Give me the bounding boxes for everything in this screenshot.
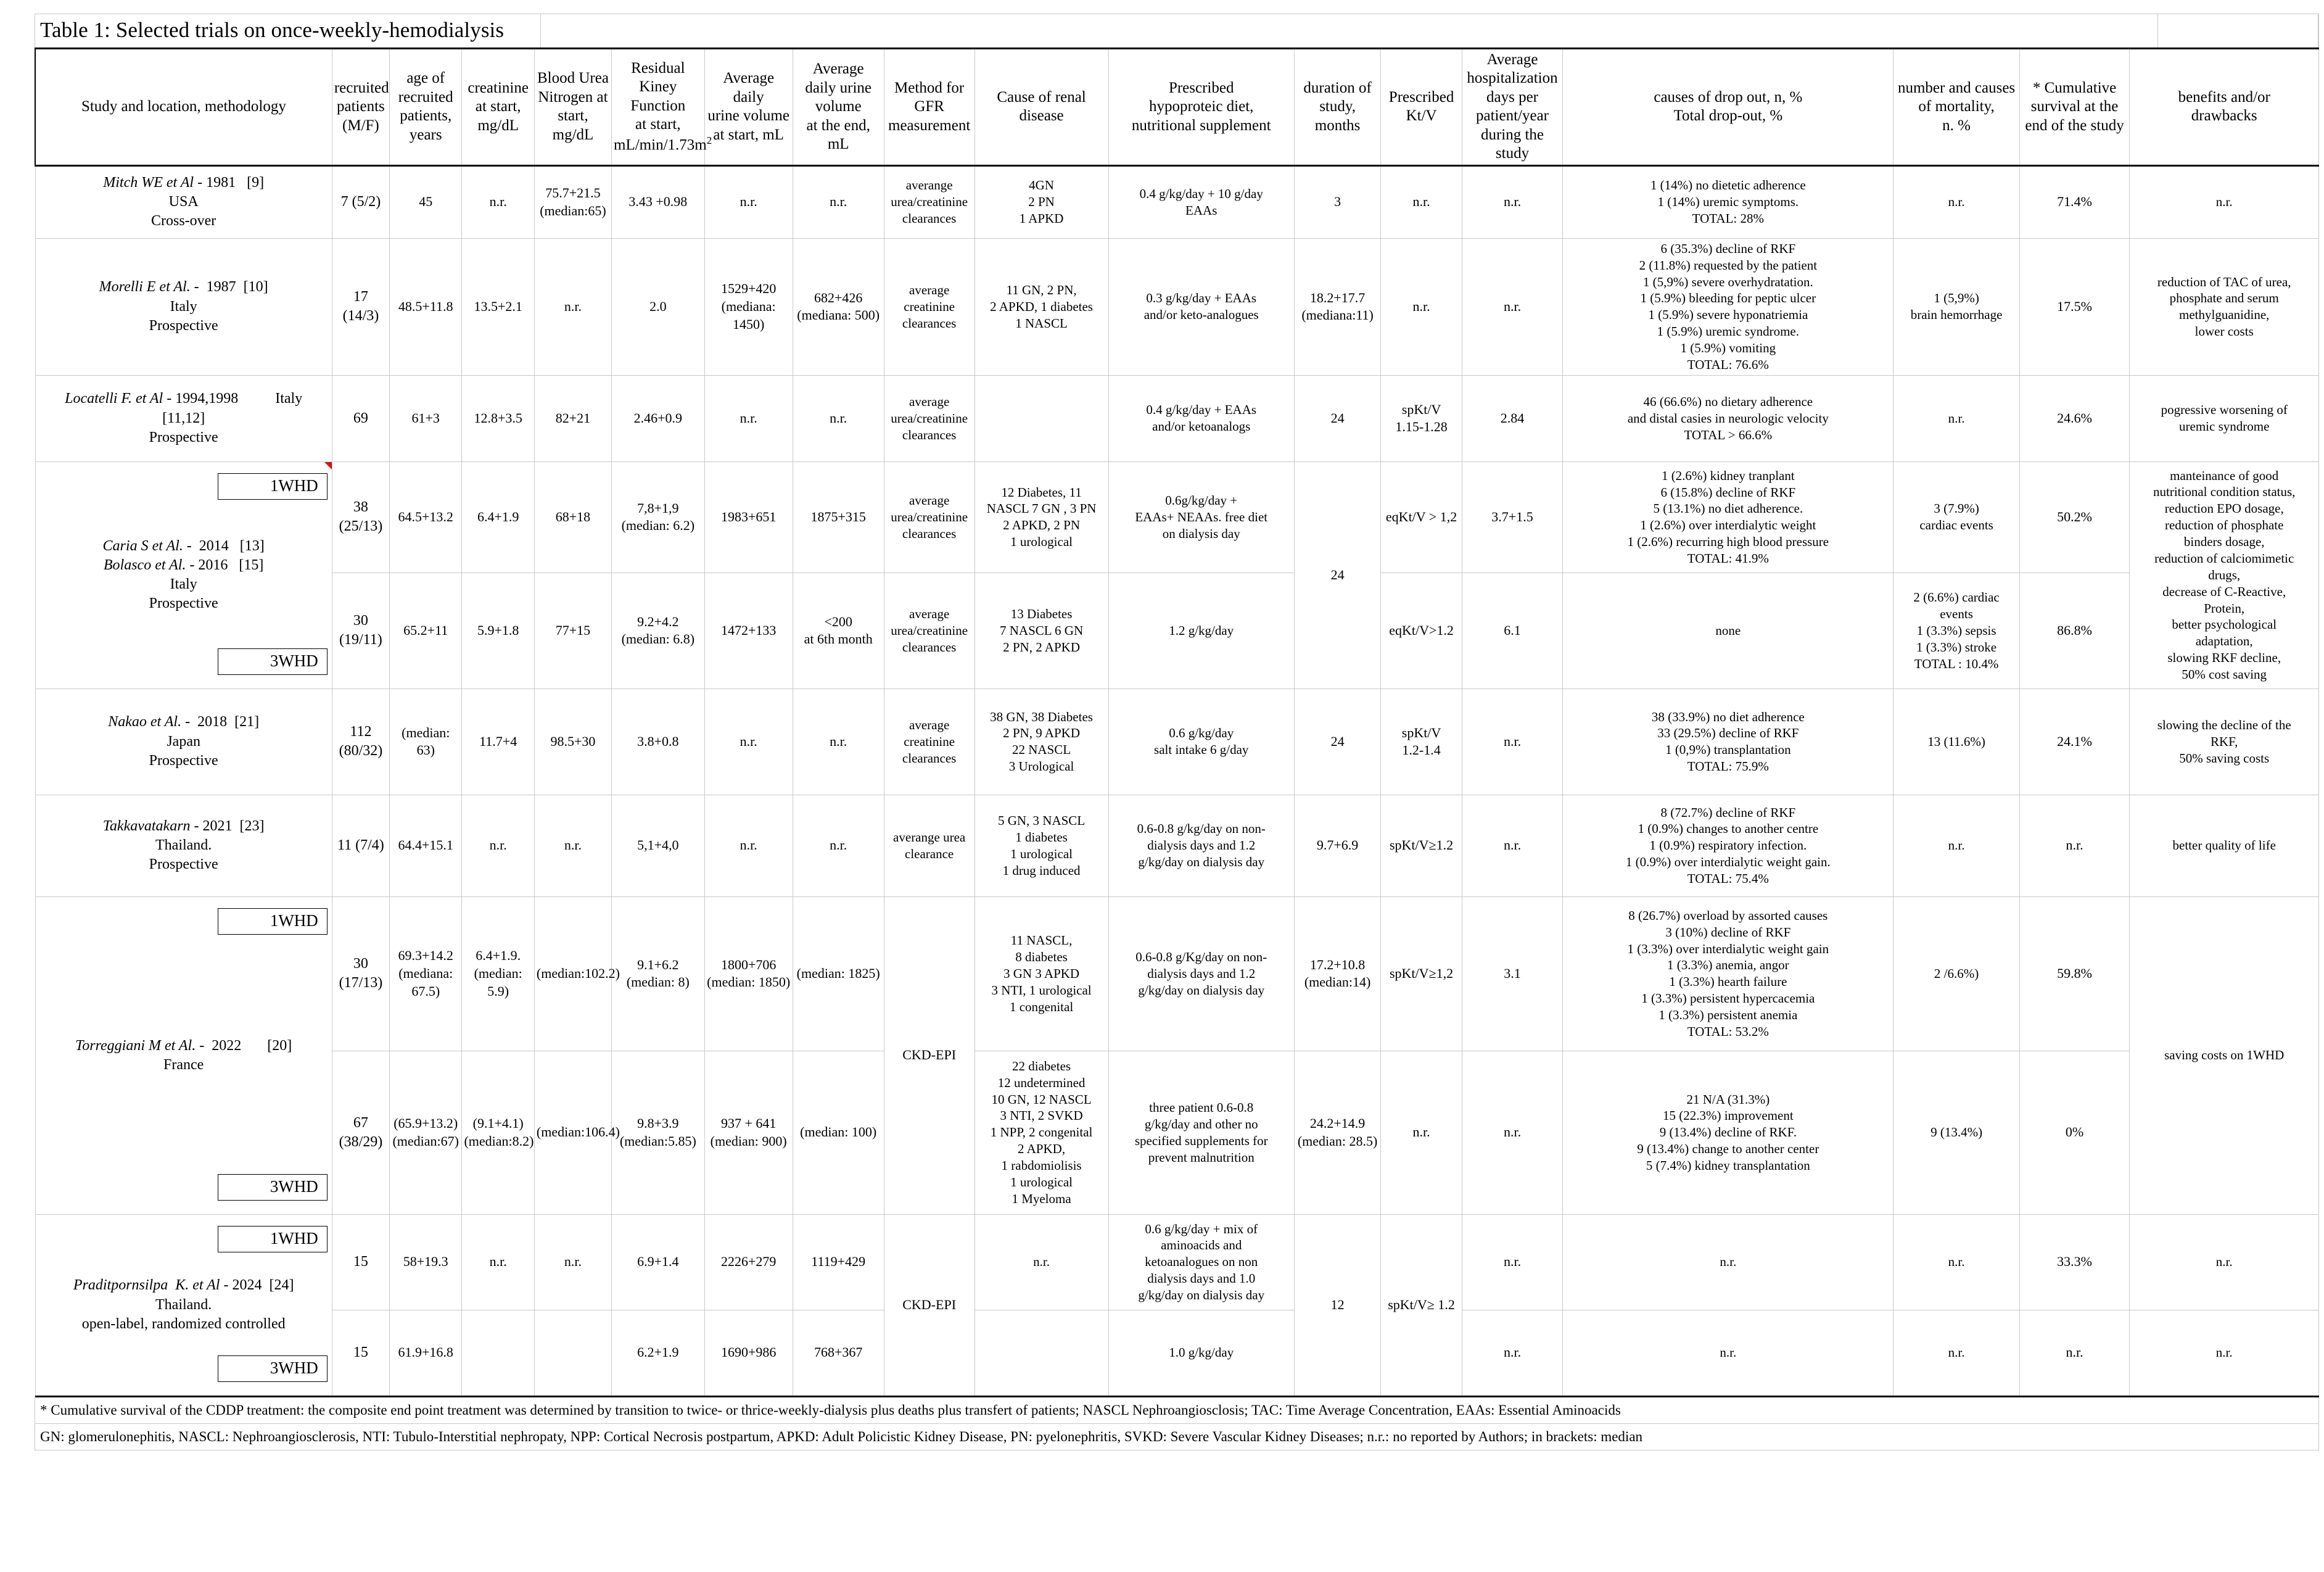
benefits-drawbacks-cell: pogressive worsening of uremic syndrome [2130,375,2319,461]
cumulative-survival-cell: 24.1% [2019,689,2130,795]
benefits-drawbacks-cell: slowing the decline of the RKF, 50% saving costs [2130,689,2319,795]
age-cell: 64.5+13.2 [390,461,462,573]
trials-table [35,48,2319,1397]
gfr-method-cell: average creatinine clearances [884,689,975,795]
duration-cell: 24.2+14.9 (median: 28.5) [1294,1051,1380,1214]
age-cell: 61.9+16.8 [390,1310,462,1396]
prescribed-diet-cell: 0.6g/kg/day + EAAs+ NEAAs. free diet on dialysis day [1108,461,1294,573]
col-header-benefits: benefits and/or drawbacks [2130,48,2319,165]
recruited-patients-cell: 15 [332,1310,389,1396]
recruited-patients-cell: 30 (17/13) [332,896,389,1051]
rkf-cell: 7,8+1,9 (median: 6.2) [612,461,705,573]
hospitalization-days-cell: n.r. [1462,1214,1562,1310]
prescribed-diet-cell: 0.6-0.8 g/kg/day on non- dialysis days and 1.2 g/kg/day on dialysis day [1108,795,1294,896]
mortality-cell: n.r. [1893,1310,2019,1396]
col-header-prescribed-ktv: Prescribed Kt/V [1381,48,1462,165]
footnote-2: GN: glomerulonephitis, NASCL: Nephroangiosclerosis, NTI: Tubulo-Interstitial nephropaty, NPP: Cortical Necrosis postpartum, APKD: Adult Policistic Kidney Disease, PN: pyelonephritis, SVKD: Severe Vascular Kidney Diseases; n.r.: no reported by Authors; in brackets: median [35,1423,2319,1450]
table-row [35,896,2319,1051]
table-row [35,1310,2319,1396]
dropout-causes-cell: none [1563,573,1893,689]
recruited-patients-cell: 112 (80/32) [332,689,389,795]
urine-volume-end-cell: 1875+315 [793,461,884,573]
cumulative-survival-cell: 0% [2019,1051,2130,1214]
table-caption: Table 1: Selected trials on once-weekly-hemodialysis [35,14,541,48]
cumulative-survival-cell: 33.3% [2019,1214,2130,1310]
urine-volume-start-cell: 1800+706 (median: 1850) [704,896,793,1051]
whd-badge-3whd: 3WHD [218,1355,328,1382]
study-and-location-cell: Torreggiani M et Al. - 2022 [20] France 1WHD 3WHD [35,896,332,1214]
cumulative-survival-cell: n.r. [2019,795,2130,896]
duration-cell: 9.7+6.9 [1294,795,1380,896]
dropout-causes-cell: 8 (26.7%) overload by assorted causes 3 (10%) decline of RKF 1 (3.3%) over interdialytic weight gain 1 (3.3%) anemia, angor 1 (3.3%) hearth failure 1 (3.3%) persistent hypercacemia 1 (3.3%) persistent anemia TOTAL: 53.2% [1563,896,1893,1051]
recruited-patients-cell: 15 [332,1214,389,1310]
col-header-prescribed-diet: Prescribed hypoproteic diet, nutritional supplement [1108,48,1294,165]
urine-volume-start-cell: 1690+986 [704,1310,793,1396]
rkf-cell: 6.2+1.9 [612,1310,705,1396]
recruited-patients-cell: 7 (5/2) [332,165,389,238]
benefits-drawbacks-cell: n.r. [2130,165,2319,238]
urine-volume-end-cell: 682+426 (mediana: 500) [793,238,884,375]
creatinine-cell: 5.9+1.8 [462,573,534,689]
cumulative-survival-cell: n.r. [2019,1310,2130,1396]
prescribed-diet-cell: three patient 0.6-0.8 g/kg/day and other no specified supplements for prevent malnutrition [1108,1051,1294,1214]
age-cell: 64.4+15.1 [390,795,462,896]
prescribed-ktv-cell: spKt/V≥1.2 [1381,795,1462,896]
table-body [35,165,2319,1396]
cumulative-survival-cell: 24.6% [2019,375,2130,461]
table-row [35,375,2319,461]
dropout-causes-cell: 6 (35.3%) decline of RKF 2 (11.8%) requested by the patient 1 (5,9%) severe overhydratation. 1 (5.9%) bleeding for peptic ulcer 1 (5.9%) severe hyponatriemia 1 (5.9%) uremic syndrome. 1 (5.9%) vomiting TOTAL: 76.6% [1563,238,1893,375]
urine-volume-start-cell: 1529+420 (mediana: 1450) [704,238,793,375]
bun-cell: (median:106.4) [534,1051,611,1214]
duration-cell: 24 [1294,689,1380,795]
mortality-cell: 3 (7.9%) cardiac events [1893,461,2019,573]
table-caption-row [35,14,2319,48]
hospitalization-days-cell: n.r. [1462,1051,1562,1214]
urine-volume-end-cell: 1119+429 [793,1214,884,1310]
cause-of-renal-disease-cell: 5 GN, 3 NASCL 1 diabetes 1 urological 1 drug induced [975,795,1108,896]
cumulative-survival-cell: 50.2% [2019,461,2130,573]
duration-cell: 3 [1294,165,1380,238]
caption-filler-2 [2158,14,2318,48]
prescribed-ktv-cell: spKt/V≥ 1.2 [1381,1214,1462,1396]
hospitalization-days-cell: n.r. [1462,689,1562,795]
whd-badge-3whd: 3WHD [218,648,328,675]
age-cell: (65.9+13.2) (median:67) [390,1051,462,1214]
red-comment-marker-icon [324,462,332,470]
benefits-drawbacks-cell: saving costs on 1WHD [2130,896,2319,1214]
table-row [35,795,2319,896]
urine-volume-start-cell: n.r. [704,795,793,896]
dropout-causes-cell: 21 N/A (31.3%) 15 (22.3%) improvement 9 (13.4%) decline of RKF. 9 (13.4%) change to another center 5 (7.4%) kidney transplantation [1563,1051,1893,1214]
bun-cell: 68+18 [534,461,611,573]
study-and-location-cell: Takkavatakarn - 2021 [23] Thailand. Prospective [35,795,332,896]
table-row [35,238,2319,375]
col-header-dropout: causes of drop out, n, % Total drop-out, % [1563,48,1893,165]
benefits-drawbacks-cell: better quality of life [2130,795,2319,896]
cause-of-renal-disease-cell: 22 diabetes 12 undetermined 10 GN, 12 NASCL 3 NTI, 2 SVKD 1 NPP, 2 congenital 2 APKD, 1 rabdomiolisis 1 urological 1 Myeloma [975,1051,1108,1214]
col-header-residual-kidney-function: Residual Kiney Function at start, $mL/\min/1.73m^2$ [612,48,705,165]
table-row [35,165,2319,238]
age-cell: 45 [390,165,462,238]
mortality-cell: 2 (6.6%) cardiac events 1 (3.3%) sepsis 1 (3.3%) stroke TOTAL : 10.4% [1893,573,2019,689]
cumulative-survival-cell: 59.8% [2019,896,2130,1051]
footnote-row-2 [35,1423,2319,1450]
bun-cell: n.r. [534,795,611,896]
creatinine-cell: 11.7+4 [462,689,534,795]
duration-cell: 24 [1294,375,1380,461]
benefits-drawbacks-cell: n.r. [2130,1310,2319,1396]
col-header-creatinine: creatinine at start, mg/dL [462,48,534,165]
prescribed-ktv-cell: spKt/V≥1,2 [1381,896,1462,1051]
prescribed-ktv-cell: eqKt/V > 1,2 [1381,461,1462,573]
urine-volume-start-cell: n.r. [704,375,793,461]
dropout-causes-cell: 8 (72.7%) decline of RKF 1 (0.9%) changes to another centre 1 (0.9%) respiratory infection. 1 (0.9%) over interdialytic weight gain. TOTAL: 75.4% [1563,795,1893,896]
prescribed-ktv-cell: n.r. [1381,238,1462,375]
footnotes-table [35,1397,2319,1450]
age-cell: 48.5+11.8 [390,238,462,375]
mortality-cell: 9 (13.4%) [1893,1051,2019,1214]
creatinine-cell: (9.1+4.1) (median:8.2) [462,1051,534,1214]
hospitalization-days-cell: 3.7+1.5 [1462,461,1562,573]
col-header-cause-renal-disease: Cause of renal disease [975,48,1108,165]
dropout-causes-cell: 1 (14%) no dietetic adherence 1 (14%) uremic symptoms. TOTAL: 28% [1563,165,1893,238]
hospitalization-days-cell: n.r. [1462,165,1562,238]
cause-of-renal-disease-cell: 38 GN, 38 Diabetes 2 PN, 9 APKD 22 NASCL 3 Urological [975,689,1108,795]
creatinine-cell: 12.8+3.5 [462,375,534,461]
study-and-location-cell: Nakao et Al. - 2018 [21] Japan Prospective [35,689,332,795]
cause-of-renal-disease-cell: n.r. [975,1214,1108,1310]
gfr-method-cell: average urea/creatinine clearances [884,375,975,461]
gfr-method-cell: CKD-EPI [884,896,975,1214]
rkf-cell: 3.43 +0.98 [612,165,705,238]
creatinine-cell: n.r. [462,165,534,238]
cause-of-renal-disease-cell: 13 Diabetes 7 NASCL 6 GN 2 PN, 2 APKD [975,573,1108,689]
prescribed-ktv-cell: n.r. [1381,165,1462,238]
prescribed-ktv-cell: spKt/V 1.15-1.28 [1381,375,1462,461]
mortality-cell: n.r. [1893,375,2019,461]
table-row [35,1214,2319,1310]
prescribed-diet-cell: 1.2 g/kg/day [1108,573,1294,689]
gfr-method-cell: average creatinine clearances [884,238,975,375]
hospitalization-days-cell: 6.1 [1462,573,1562,689]
cause-of-renal-disease-cell [975,375,1108,461]
table-row [35,689,2319,795]
urine-volume-end-cell: <200 at 6th month [793,573,884,689]
footnote-row-1 [35,1397,2319,1424]
prescribed-diet-cell: 0.4 g/kg/day + 10 g/day EAAs [1108,165,1294,238]
recruited-patients-cell: 69 [332,375,389,461]
prescribed-diet-cell: 0.4 g/kg/day + EAAs and/or ketoanalogs [1108,375,1294,461]
prescribed-diet-cell: 0.6-0.8 g/Kg/day on non- dialysis days and 1.2 g/kg/day on dialysis day [1108,896,1294,1051]
age-cell: 69.3+14.2 (mediana: 67.5) [390,896,462,1051]
creatinine-cell [462,1310,534,1396]
urine-volume-start-cell: 937 + 641 (median: 900) [704,1051,793,1214]
urine-volume-end-cell: n.r. [793,165,884,238]
hospitalization-days-cell: 2.84 [1462,375,1562,461]
rkf-cell: 6.9+1.4 [612,1214,705,1310]
urine-volume-end-cell: 768+367 [793,1310,884,1396]
col-header-recruited-patients: recruited patients (M/F) [332,48,389,165]
rkf-cell: 3.8+0.8 [612,689,705,795]
dropout-causes-cell: 46 (66.6%) no dietary adherence and distal casies in neurologic velocity TOTAL > 66.6% [1563,375,1893,461]
table-row [35,461,2319,573]
whd-badge-1whd: 1WHD [218,1226,328,1252]
recruited-patients-cell: 30 (19/11) [332,573,389,689]
rkf-cell: 9.1+6.2 (median: 8) [612,896,705,1051]
benefits-drawbacks-cell: n.r. [2130,1214,2319,1310]
bun-cell: 98.5+30 [534,689,611,795]
recruited-patients-cell: 38 (25/13) [332,461,389,573]
recruited-patients-cell: 11 (7/4) [332,795,389,896]
bun-cell: n.r. [534,1214,611,1310]
dropout-causes-cell: 1 (2.6%) kidney tranplant 6 (15.8%) decline of RKF 5 (13.1%) no diet adherence. 1 (2.6%) over interdialytic weight 1 (2.6%) recurring high blood pressure TOTAL: 41.9% [1563,461,1893,573]
col-header-hospitalization: Average hospitalization days per patient/year during the study [1462,48,1562,165]
col-header-mortality: number and causes of mortality, n. % [1893,48,2019,165]
col-header-cumulative-survival: * Cumulative survival at the end of the study [2019,48,2130,165]
bun-cell [534,1310,611,1396]
gfr-method-cell: averange urea clearance [884,795,975,896]
recruited-patients-cell: 67 (38/29) [332,1051,389,1214]
mortality-cell: n.r. [1893,165,2019,238]
bun-cell: 75.7+21.5 (median:65) [534,165,611,238]
prescribed-diet-cell: 0.6 g/kg/day + mix of aminoacids and ketoanalogues on non dialysis days and 1.0 g/kg/day on dialysis day [1108,1214,1294,1310]
creatinine-cell: 13.5+2.1 [462,238,534,375]
col-header-age: age of recruited patients, years [390,48,462,165]
dropout-causes-cell: n.r. [1563,1214,1893,1310]
urine-volume-end-cell: n.r. [793,375,884,461]
dropout-causes-cell: n.r. [1563,1310,1893,1396]
mortality-cell: 13 (11.6%) [1893,689,2019,795]
gfr-method-cell: averange urea/creatinine clearances [884,165,975,238]
urine-volume-end-cell: (median: 1825) [793,896,884,1051]
study-and-location-cell: Morelli E et Al. - 1987 [10] Italy Prospective [35,238,332,375]
cumulative-survival-cell: 86.8% [2019,573,2130,689]
duration-cell: 18.2+17.7 (mediana:11) [1294,238,1380,375]
urine-volume-start-cell: 2226+279 [704,1214,793,1310]
duration-cell: 17.2+10.8 (median:14) [1294,896,1380,1051]
study-and-location-cell: Caria S et Al. - 2014 [13] Bolasco et Al. - 2016 [15] Italy Prospective 1WHD 3WHD [35,461,332,689]
rkf-cell: 2.0 [612,238,705,375]
prescribed-diet-cell: 0.3 g/kg/day + EAAs and/or keto-analogues [1108,238,1294,375]
study-and-location-cell: Locatelli F. et Al - 1994,1998 Italy [11,12] Prospective [35,375,332,461]
rkf-cell: 9.2+4.2 (median: 6.8) [612,573,705,689]
whd-badge-1whd: 1WHD [218,908,328,935]
age-cell: (median: 63) [390,689,462,795]
urine-volume-end-cell: (median: 100) [793,1051,884,1214]
mortality-cell: n.r. [1893,1214,2019,1310]
col-header-urine-start: Average daily urine volume at start, mL [704,48,793,165]
prescribed-ktv-cell: eqKt/V>1.2 [1381,573,1462,689]
age-cell: 61+3 [390,375,462,461]
table-row [35,573,2319,689]
mortality-cell: n.r. [1893,795,2019,896]
bun-cell: n.r. [534,238,611,375]
age-cell: 58+19.3 [390,1214,462,1310]
whd-badge-1whd: 1WHD [218,473,328,500]
hospitalization-days-cell: n.r. [1462,795,1562,896]
table-row [35,1051,2319,1214]
cumulative-survival-cell: 71.4% [2019,165,2130,238]
creatinine-cell: 6.4+1.9 [462,461,534,573]
mortality-cell: 1 (5,9%) brain hemorrhage [1893,238,2019,375]
benefits-drawbacks-cell: reduction of TAC of urea, phosphate and serum methylguanidine, lower costs [2130,238,2319,375]
age-cell: 65.2+11 [390,573,462,689]
hospitalization-days-cell: n.r. [1462,238,1562,375]
cause-of-renal-disease-cell [975,1310,1108,1396]
col-header-urine-end: Average daily urine volume at the end, mL [793,48,884,165]
urine-volume-start-cell: 1472+133 [704,573,793,689]
col-header-bun: Blood Urea Nitrogen at start, mg/dL [534,48,611,165]
hospitalization-days-cell: 3.1 [1462,896,1562,1051]
rkf-cell: 2.46+0.9 [612,375,705,461]
prescribed-diet-cell: 0.6 g/kg/day salt intake 6 g/day [1108,689,1294,795]
cause-of-renal-disease-cell: 4GN 2 PN 1 APKD [975,165,1108,238]
urine-volume-start-cell: n.r. [704,689,793,795]
caption-filler-1 [541,14,2158,48]
urine-volume-start-cell: n.r. [704,165,793,238]
prescribed-ktv-cell: spKt/V 1.2-1.4 [1381,689,1462,795]
cause-of-renal-disease-cell: 12 Diabetes, 11 NASCL 7 GN , 3 PN 2 APKD, 2 PN 1 urological [975,461,1108,573]
urine-volume-end-cell: n.r. [793,689,884,795]
gfr-method-cell: average urea/creatinine clearances [884,573,975,689]
urine-volume-end-cell: n.r. [793,795,884,896]
study-and-location-cell: Praditpornsilpa K. et Al - 2024 [24] Thailand. open-label, randomized controlled 1WHD 3WHD [35,1214,332,1396]
mortality-cell: 2 /6.6%) [1893,896,2019,1051]
duration-cell: 24 [1294,461,1380,689]
col-header-gfr-method: Method for GFR measurement [884,48,975,165]
cumulative-survival-cell: 17.5% [2019,238,2130,375]
dropout-causes-cell: 38 (33.9%) no diet adherence 33 (29.5%) decline of RKF 1 (0,9%) transplantation TOTAL: 75.9% [1563,689,1893,795]
table-header-row [35,48,2319,165]
creatinine-cell: n.r. [462,1214,534,1310]
prescribed-diet-cell: 1.0 g/kg/day [1108,1310,1294,1396]
cause-of-renal-disease-cell: 11 NASCL, 8 diabetes 3 GN 3 APKD 3 NTI, 1 urological 1 congenital [975,896,1108,1051]
col-header-duration: duration of study, months [1294,48,1380,165]
benefits-drawbacks-cell: manteinance of good nutritional condition status, reduction EPO dosage, reduction of phosphate binders dosage, reduction of calciomimetic drugs, decrease of C-Reactive, Protein, better psychological adaptation, slowing RKF decline, 50% cost saving [2130,461,2319,689]
gfr-method-cell: CKD-EPI [884,1214,975,1396]
bun-cell: (median:102.2) [534,896,611,1051]
creatinine-cell: n.r. [462,795,534,896]
footnote-1: * Cumulative survival of the CDDP treatment: the composite end point treatment was determined by transition to twice- or thrice-weekly-dialysis plus deaths plus transfert of patients; NASCL Nephroangiosclosis; TAC: Time Average Concentration, EAAs: Essential Aminoacids [35,1397,2319,1424]
whd-badge-3whd: 3WHD [218,1174,328,1201]
bun-cell: 82+21 [534,375,611,461]
rkf-cell: 5,1+4,0 [612,795,705,896]
gfr-method-cell: average urea/creatinine clearances [884,461,975,573]
recruited-patients-cell: 17 (14/3) [332,238,389,375]
creatinine-cell: 6.4+1.9. (median: 5.9) [462,896,534,1051]
urine-volume-start-cell: 1983+651 [704,461,793,573]
col-header-study: Study and location, methodology [35,48,332,165]
hospitalization-days-cell: n.r. [1462,1310,1562,1396]
prescribed-ktv-cell: n.r. [1381,1051,1462,1214]
cause-of-renal-disease-cell: 11 GN, 2 PN, 2 APKD, 1 diabetes 1 NASCL [975,238,1108,375]
study-and-location-cell: Mitch WE et Al - 1981 [9] USA Cross-over [35,165,332,238]
bun-cell: 77+15 [534,573,611,689]
rkf-cell: 9.8+3.9 (median:5.85) [612,1051,705,1214]
duration-cell: 12 [1294,1214,1380,1396]
